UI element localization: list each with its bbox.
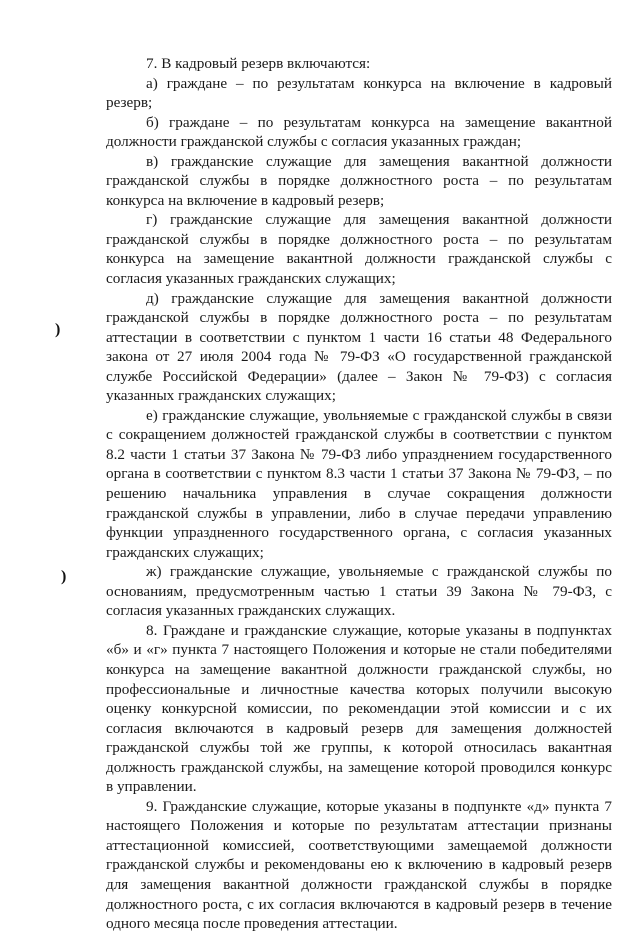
- margin-mark-upper: ): [55, 321, 61, 338]
- paragraph-7zh: ж) гражданские служащие, увольняемые с гражданской службы по основаниям, предусмотренным частью 1 статьи 39 Закона № 79-ФЗ, с согласия указанных гражданских служащих.: [106, 563, 612, 620]
- paragraph-7v: в) гражданские служащие для замещения вакантной должности гражданской службы в порядке должностного роста – по результатам конкурса на включение в кадровый резерв;: [106, 152, 612, 209]
- paragraph-7-heading: 7. В кадровый резерв включаются:: [146, 55, 371, 72]
- paragraph-7e: е) гражданские служащие, увольняемые с гражданской службы в связи с сокращением должностей гражданской службы в соответствии с пунктом 8.2 части 1 статьи 37 Закона № 79-ФЗ либо упразднением государственного органа в соответствии с пунктом 8.3 части 1 статьи 37 Закона № 79-ФЗ, – по решению начальника управления в случае сокращения должности гражданской службы в управлении, либо в случае передачи управлению функции упраздненного государственного органа, с согласия указанных гражданских служащих;: [106, 406, 612, 561]
- margin-mark-lower: ): [61, 568, 67, 585]
- paragraph-8: 8. Граждане и гражданские служащие, которые указаны в подпунктах «б» и «г» пункта 7 настоящего Положения и которые не стали победителями конкурса на замещение вакантной должности гражданской службы, но профессиональные и личностные качества которых получили высокую оценку конкурсной комиссии, по рекомендации этой комиссии и с их согласия включаются в кадровый резерв для замещения должностей гражданской службы той же группы, к которой относилась вакантная должность гражданской службы, на замещение которой проводился конкурс в управлении.: [106, 621, 612, 796]
- paragraph-7a: а) граждане – по результатам конкурса на включение в кадровый резерв;: [106, 74, 612, 112]
- paragraph-7b: б) граждане – по результатам конкурса на замещение вакантной должности гражданской службы с согласия указанных граждан;: [106, 113, 612, 151]
- paragraph-7g: г) гражданские служащие для замещения вакантной должности гражданской службы в порядке должностного роста – по результатам конкурса на замещение вакантной должности гражданской службы с согласия указанных гражданских служащих;: [106, 211, 612, 288]
- paragraph-9: 9. Гражданские служащие, которые указаны в подпункте «д» пункта 7 настоящего Положения и которые по результатам аттестации признаны аттестационной комиссией, соответствующими замещаемой должности гражданской службы и рекомендованы ею к включению в кадровый резерв для замещения вакантной должности гражданской службы в порядке должностного роста, с их согласия включаются в кадровый резерв в течение одного месяца после проведения аттестации.: [106, 797, 612, 933]
- document-body: [106, 54, 612, 934]
- paragraph-7d: д) гражданские служащие для замещения вакантной должности гражданской службы в порядке должностного роста – по результатам аттестации в соответствии с пунктом 1 части 16 статьи 48 Федерального закона от 27 июля 2004 года № 79-ФЗ «О государственной гражданской службе Российской Федерации» (далее – Закон № 79-ФЗ) с согласия указанных гражданских служащих;: [106, 289, 612, 405]
